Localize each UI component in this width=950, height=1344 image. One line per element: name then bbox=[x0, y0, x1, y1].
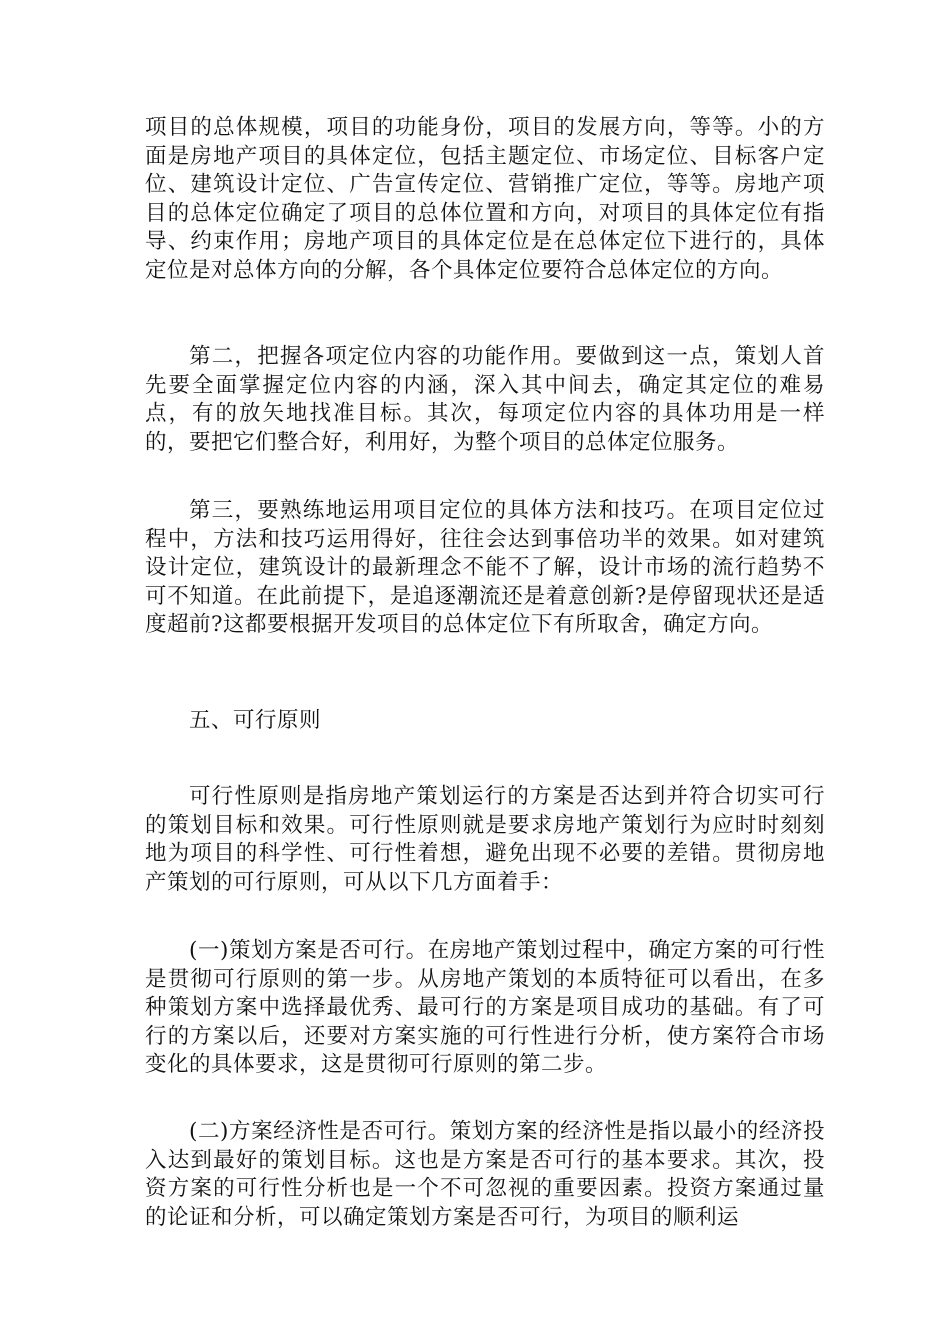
paragraph-feasibility-principle: 可行性原则是指房地产策划运行的方案是否达到并符合切实可行的策划目标和效果。可行性原则就是要求房地产策划行为应时时刻刻地为项目的科学性、可行性着想，避免出现不必要的差错。贯彻房地产策划的可行原则，可从以下几方面着手： bbox=[145, 784, 825, 895]
paragraph-plan-feasibility: (一)策划方案是否可行。在房地产策划过程中，确定方案的可行性是贯彻可行原则的第一步。从房地产策划的本质特征可以看出，在多种策划方案中选择最优秀、最可行的方案是项目成功的基础。有了可行的方案以后，还要对方案实施的可行性进行分析，使方案符合市场变化的具体要求，这是贯彻可行原则的第二步。 bbox=[145, 938, 825, 1077]
paragraph-second-point: 第二，把握各项定位内容的功能作用。要做到这一点，策划人首先要全面掌握定位内容的内涵，深入其中间去，确定其定位的难易点，有的放矢地找准目标。其次，每项定位内容的具体功用是一样的，要把它们整合好，利用好，为整个项目的总体定位服务。 bbox=[145, 344, 825, 455]
paragraph-third-point: 第三，要熟练地运用项目定位的具体方法和技巧。在项目定位过程中，方法和技巧运用得好，往往会达到事倍功半的效果。如对建筑设计定位，建筑设计的最新理念不能不了解，设计市场的流行趋势不可不知道。在此前提下，是追逐潮流还是着意创新?是停留现状还是适度超前?这都要根据开发项目的总体定位下有所取舍，确定方向。 bbox=[145, 498, 825, 637]
paragraph-project-positioning: 项目的总体规模，项目的功能身份，项目的发展方向，等等。小的方面是房地产项目的具体定位，包括主题定位、市场定位、目标客户定位、建筑设计定位、广告宣传定位、营销推广定位，等等。房地产项目的总体定位确定了项目的总体位置和方向，对项目的具体定位有指导、约束作用；房地产项目的具体定位是在总体定位下进行的，具体定位是对总体方向的分解，各个具体定位要符合总体定位的方向。 bbox=[145, 115, 825, 283]
section-heading-feasibility: 五、可行原则 bbox=[189, 708, 322, 733]
paragraph-economic-feasibility: (二)方案经济性是否可行。策划方案的经济性是指以最小的经济投入达到最好的策划目标。这也是方案是否可行的基本要求。其次，投资方案的可行性分析也是一个不可忽视的重要因素。投资方案通过量的论证和分析，可以确定策划方案是否可行，为项目的顺利运 bbox=[145, 1119, 825, 1230]
